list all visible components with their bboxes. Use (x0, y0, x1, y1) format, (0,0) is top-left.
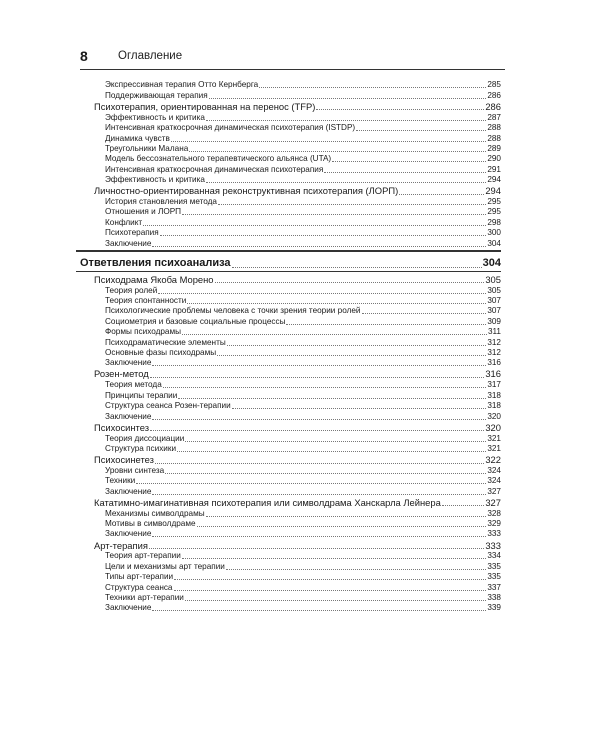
toc-entry-title: Типы арт-терапии (105, 572, 174, 582)
dot-leader (182, 213, 486, 215)
page-title: Оглавление (118, 50, 183, 62)
dot-leader (399, 193, 484, 195)
toc-subsection-entry[interactable] (76, 197, 501, 207)
dot-leader (143, 224, 486, 226)
toc-entry-page-number: 307 (487, 296, 501, 306)
toc-entry-title: Интенсивная краткосрочная динамическая психотерапия (ISTDP) (105, 123, 356, 133)
dot-leader (174, 578, 486, 580)
dot-leader (150, 429, 484, 431)
toc-entry-page-number: 307 (487, 306, 501, 316)
dot-leader (182, 557, 487, 559)
header-divider (80, 69, 505, 70)
toc-entry-title: Механизмы символдрамы (105, 508, 205, 518)
toc-entry-title: Социометрия и базовые социальные процессы (105, 316, 286, 326)
toc-entry-title: Заключение (105, 529, 152, 539)
toc-subsection-entry[interactable] (76, 207, 501, 217)
dot-leader (215, 281, 485, 283)
toc-entry-title: Теория ролей (105, 285, 158, 295)
dot-leader (286, 323, 486, 325)
toc-entry-page-number: 287 (487, 112, 501, 122)
toc-subsection-entry[interactable] (76, 551, 501, 561)
toc-subsection-entry[interactable] (76, 337, 501, 347)
toc-entry-title: Экспрессивная терапия Отто Кернберга (105, 80, 259, 90)
toc-subsection-entry[interactable] (76, 411, 501, 421)
toc-subsection-entry[interactable] (76, 123, 501, 133)
toc-entry-title: Принципы терапии (105, 390, 178, 400)
toc-chapter-entry[interactable] (76, 454, 501, 466)
dot-leader (362, 312, 487, 314)
toc-subsection-entry[interactable] (76, 561, 501, 571)
toc-entry-page-number: 316 (485, 368, 501, 380)
toc-chapter-entry[interactable] (76, 185, 501, 197)
toc-subsection-entry[interactable] (76, 486, 501, 496)
dot-leader (155, 462, 484, 464)
toc-subsection-entry[interactable] (76, 112, 501, 122)
toc-entry-page-number: 318 (487, 401, 501, 411)
toc-entry-title: Арт-терапия (94, 539, 148, 551)
dot-leader (150, 376, 485, 378)
dot-leader (152, 493, 486, 495)
toc-entry-page-number: 333 (487, 529, 501, 539)
toc-entry-page-number: 321 (487, 433, 501, 443)
toc-subsection-entry[interactable] (76, 217, 501, 227)
toc-entry-title: Психотерапия, ориентированная на перенос (TFP) (94, 100, 316, 112)
toc-subsection-entry[interactable] (76, 466, 501, 476)
toc-subsection-entry[interactable] (76, 90, 501, 100)
toc-entry-title: Отношения и ЛОРП (105, 207, 182, 217)
dot-leader (206, 515, 487, 517)
toc-subsection-entry[interactable] (76, 164, 501, 174)
toc-subsection-entry[interactable] (76, 433, 501, 443)
dot-leader (226, 568, 486, 570)
toc-subsection-entry[interactable] (76, 327, 501, 337)
dot-leader (171, 140, 487, 142)
toc-entry-title: Эффективность и критика (105, 112, 205, 122)
dot-leader (232, 407, 487, 409)
toc-entry-title: Эффективность и критика (105, 175, 205, 185)
toc-entry-page-number: 295 (487, 197, 501, 207)
dot-leader (227, 344, 487, 346)
toc-entry-title: Техники (105, 476, 136, 486)
page-number: 8 (80, 48, 88, 64)
toc-subsection-entry[interactable] (76, 519, 501, 529)
toc-chapter-entry[interactable] (76, 422, 501, 434)
dot-leader (356, 129, 486, 131)
dot-leader (185, 440, 486, 442)
dot-leader (149, 547, 484, 549)
toc-entry-page-number: 288 (487, 123, 501, 133)
toc-subsection-entry[interactable] (76, 306, 501, 316)
dot-leader (209, 97, 487, 99)
dot-leader (158, 292, 486, 294)
toc-subsection-entry[interactable] (76, 175, 501, 185)
toc-entry-page-number: 334 (487, 551, 501, 561)
toc-entry-page-number: 321 (487, 443, 501, 453)
toc-entry-page-number: 312 (487, 337, 501, 347)
toc-entry-page-number: 338 (487, 592, 501, 602)
toc-chapter-entry[interactable] (76, 368, 501, 380)
dot-leader (217, 354, 486, 356)
dot-leader (324, 171, 486, 173)
toc-entry-title: Структура сеанса (105, 582, 173, 592)
dot-leader (136, 482, 486, 484)
toc-entry-page-number: 333 (485, 539, 501, 551)
dot-leader (197, 525, 487, 527)
toc-entry-title: Техники арт-терапии (105, 592, 184, 602)
toc-subsection-entry[interactable] (76, 80, 501, 90)
toc-entry-title: Модель бессознательного терапевтического альянса (UTA) (105, 154, 332, 164)
toc-entry-page-number: 324 (487, 476, 501, 486)
toc-entry-page-number: 300 (487, 228, 501, 238)
toc-entry-page-number: 320 (485, 421, 501, 433)
toc-subsection-entry[interactable] (76, 228, 501, 238)
dot-leader (152, 245, 486, 247)
dot-leader (160, 234, 487, 236)
toc-chapter-entry[interactable] (76, 497, 501, 509)
section-divider (76, 271, 501, 272)
toc-entry-title: Теория диссоциации (105, 433, 185, 443)
dot-leader (259, 86, 486, 88)
dot-leader (232, 266, 482, 268)
toc-subsection-entry[interactable] (76, 154, 501, 164)
toc-entry-page-number: 335 (487, 572, 501, 582)
dot-leader (152, 609, 486, 611)
toc-entry-page-number: 327 (485, 496, 501, 508)
toc-entry-title: Психодраматические элементы (105, 337, 226, 347)
toc-entry-page-number: 327 (487, 486, 501, 496)
toc-subsection-entry[interactable] (76, 238, 501, 248)
toc-part-entry[interactable] (76, 254, 501, 270)
toc-subsection-entry[interactable] (76, 582, 501, 592)
toc-entry-page-number: 311 (487, 327, 501, 337)
dot-leader (163, 386, 487, 388)
toc-entry-title: Кататимно-имагинативная психотерапия или символдрама Ханскарла Лейнера (94, 496, 441, 508)
toc-entry-page-number: 324 (487, 465, 501, 475)
toc-chapter-entry[interactable] (76, 539, 501, 551)
toc-subsection-entry[interactable] (76, 380, 501, 390)
dot-leader (189, 150, 486, 152)
toc-entry-title: Теория арт-терапии (105, 551, 181, 561)
dot-leader (177, 450, 486, 452)
toc-entry-page-number: 305 (485, 273, 501, 285)
toc-entry-page-number: 318 (487, 390, 501, 400)
toc-entry-page-number: 312 (487, 347, 501, 357)
toc-subsection-entry[interactable] (76, 144, 501, 154)
toc-entry-page-number: 337 (487, 582, 501, 592)
toc-entry-title: Психосинетез (94, 454, 154, 465)
toc-subsection-entry[interactable] (76, 476, 501, 486)
toc-entry-page-number: 289 (487, 143, 501, 153)
toc-entry-page-number: 322 (485, 454, 501, 465)
toc-subsection-entry[interactable] (76, 593, 501, 603)
toc-entry-title: Психодрама Якоба Морено (94, 273, 214, 285)
toc-entry-title: Психотерапия (105, 228, 159, 238)
toc-entry-page-number: 294 (487, 175, 501, 185)
toc-entry-title: Уровни синтеза (105, 465, 165, 475)
toc-entry-title: Розен-метод (94, 368, 149, 380)
toc-entry-title: Цели и механизмы арт терапии (105, 561, 225, 571)
dot-leader (182, 333, 487, 335)
toc-subsection-entry[interactable] (76, 444, 501, 454)
toc-chapter-entry[interactable] (76, 274, 501, 286)
toc-entry-page-number: 335 (487, 561, 501, 571)
toc-entry-title: Основные фазы психодрамы (105, 347, 217, 357)
dot-leader (206, 181, 486, 183)
dot-leader (442, 504, 485, 506)
toc-subsection-entry[interactable] (76, 358, 501, 368)
toc-entry-title: Заключение (105, 238, 152, 248)
table-of-contents (76, 80, 501, 613)
toc-entry-page-number: 286 (487, 90, 501, 100)
dot-leader (316, 108, 484, 110)
toc-entry-title: Заключение (105, 358, 152, 368)
toc-entry-title: Теория спонтанности (105, 296, 187, 306)
toc-subsection-entry[interactable] (76, 572, 501, 582)
toc-entry-page-number: 291 (487, 164, 501, 174)
toc-subsection-entry[interactable] (76, 316, 501, 326)
toc-entry-title: Заключение (105, 603, 152, 613)
toc-subsection-entry[interactable] (76, 401, 501, 411)
toc-entry-page-number: 328 (487, 508, 501, 518)
toc-entry-title: История становления метода (105, 197, 217, 207)
toc-entry-title: Мотивы в символдраме (105, 519, 196, 529)
toc-entry-title: Поддерживающая терапия (105, 90, 208, 100)
toc-entry-title: Интенсивная краткосрочная динамическая психотерапия (105, 164, 324, 174)
toc-entry-title: Заключение (105, 411, 152, 421)
toc-entry-title: Заключение (105, 486, 152, 496)
toc-entry-title: Теория метода (105, 380, 162, 390)
dot-leader (187, 302, 486, 304)
toc-subsection-entry[interactable] (76, 285, 501, 295)
toc-chapter-entry[interactable] (76, 101, 501, 113)
toc-entry-page-number: 304 (487, 238, 501, 248)
toc-entry-page-number: 317 (487, 380, 501, 390)
toc-entry-page-number: 288 (487, 133, 501, 143)
toc-subsection-entry[interactable] (76, 348, 501, 358)
toc-subsection-entry[interactable] (76, 529, 501, 539)
toc-entry-page-number: 298 (487, 217, 501, 227)
page-header (80, 48, 505, 68)
dot-leader (178, 397, 486, 399)
section-divider (76, 250, 501, 252)
dot-leader (332, 160, 486, 162)
toc-subsection-entry[interactable] (76, 296, 501, 306)
toc-entry-title: Психосинтез (94, 421, 150, 433)
toc-entry-page-number: 290 (487, 154, 501, 164)
toc-entry-page-number: 295 (487, 207, 501, 217)
toc-entry-page-number: 305 (487, 285, 501, 295)
dot-leader (152, 364, 486, 366)
toc-entry-title: Личностно-ориентированная реконструктивная психотерапия (ЛОРП) (94, 185, 399, 197)
dot-leader (165, 472, 486, 474)
toc-subsection-entry[interactable] (76, 133, 501, 143)
dot-leader (185, 599, 486, 601)
toc-entry-title: Психологические проблемы человека с точки зрения теории ролей (105, 306, 361, 316)
toc-entry-page-number: 309 (487, 316, 501, 326)
dot-leader (152, 535, 486, 537)
toc-entry-page-number: 320 (487, 411, 501, 421)
toc-entry-page-number: 304 (482, 256, 501, 269)
dot-leader (152, 418, 486, 420)
dot-leader (174, 589, 487, 591)
dot-leader (218, 203, 486, 205)
toc-entry-page-number: 329 (487, 519, 501, 529)
toc-entry-title: Структура психики (105, 443, 177, 453)
toc-entry-title: Динамика чувств (105, 133, 170, 143)
toc-entry-title: Формы психодрамы (105, 327, 181, 337)
toc-subsection-entry[interactable] (76, 390, 501, 400)
toc-entry-page-number: 294 (485, 185, 501, 197)
toc-entry-title: Структура сеанса Розен-терапии (105, 401, 231, 411)
toc-entry-title: Треугольники Малана (105, 143, 189, 153)
dot-leader (206, 119, 486, 121)
toc-entry-page-number: 285 (487, 80, 501, 90)
toc-entry-title: Конфликт (105, 217, 143, 227)
toc-subsection-entry[interactable] (76, 508, 501, 518)
toc-entry-page-number: 286 (485, 100, 501, 112)
toc-entry-page-number: 339 (487, 603, 501, 613)
toc-subsection-entry[interactable] (76, 603, 501, 613)
toc-entry-page-number: 316 (487, 358, 501, 368)
toc-entry-title: Ответвления психоанализа (80, 256, 231, 269)
